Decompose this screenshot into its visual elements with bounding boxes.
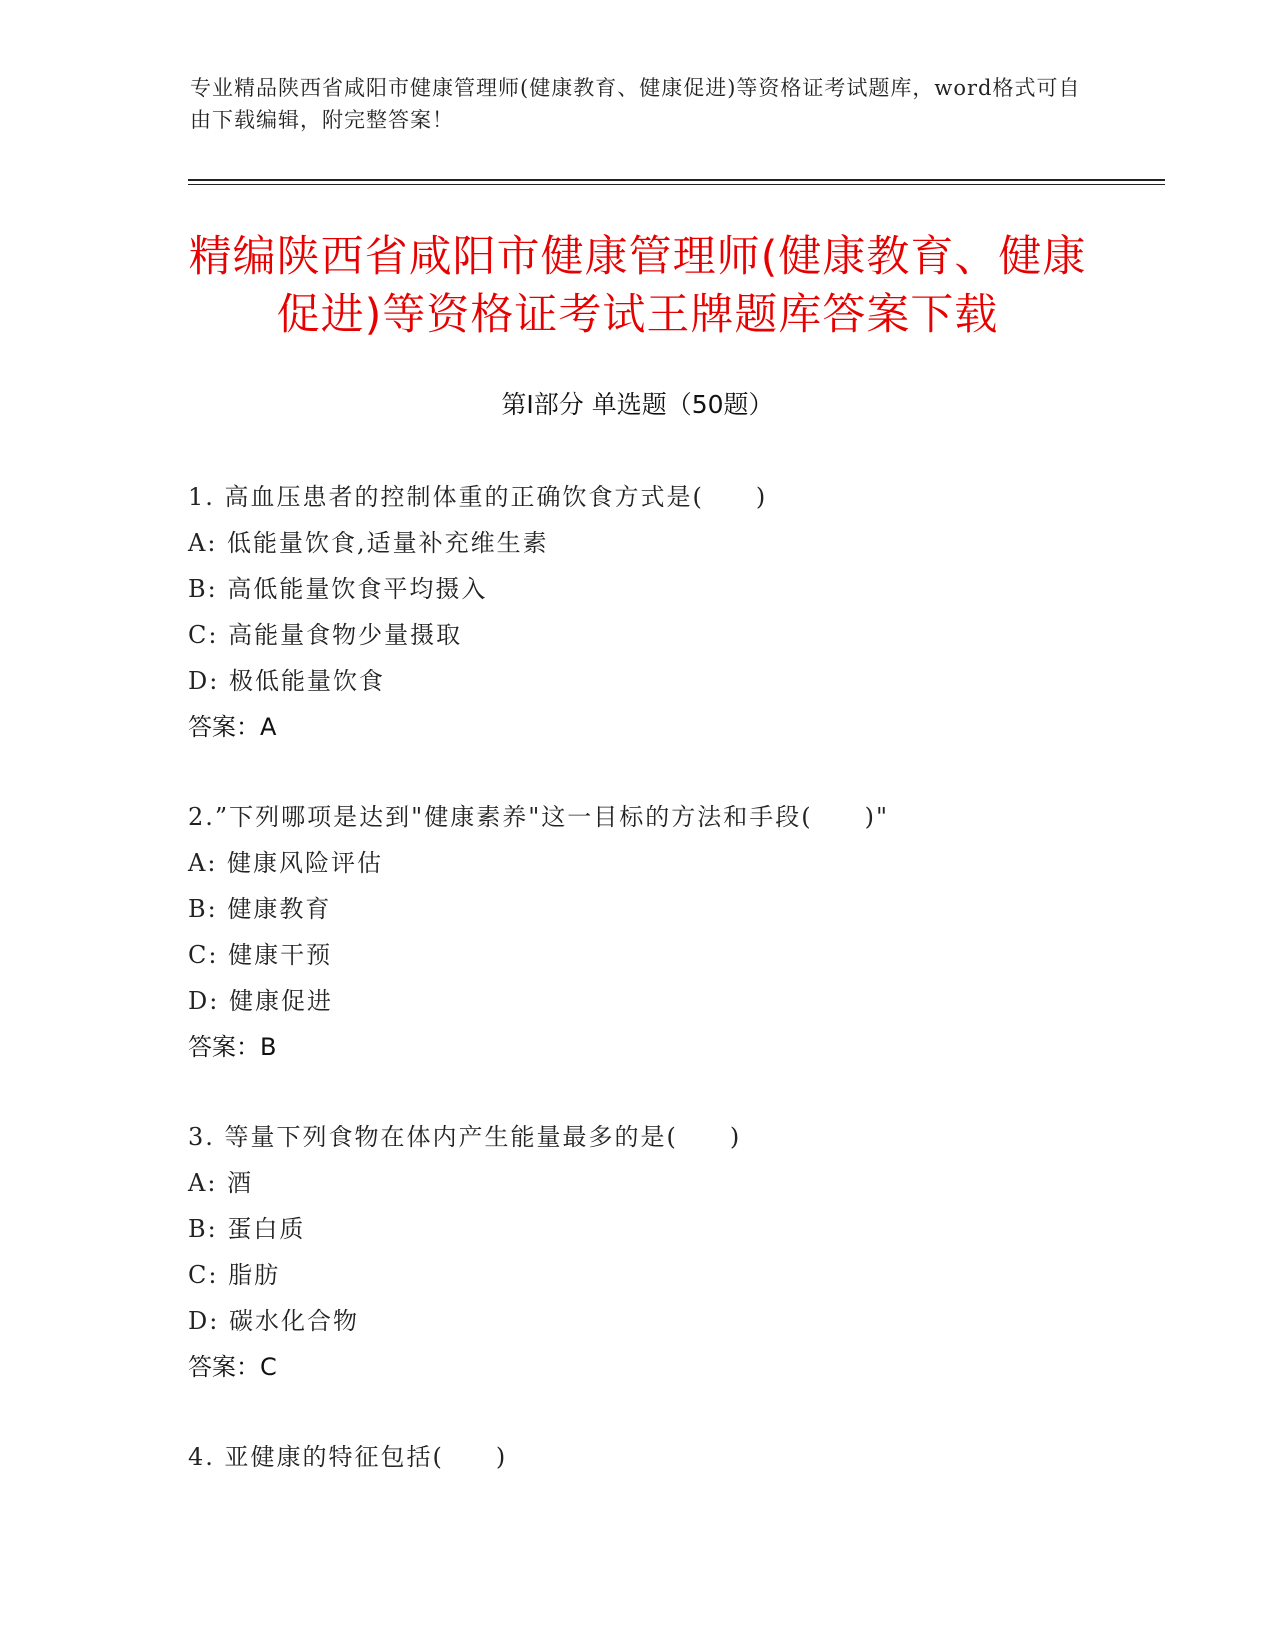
option-d: D: 健康促进 xyxy=(188,987,333,1015)
option-b: B: 健康教育 xyxy=(188,895,332,923)
answer: 答案：A xyxy=(188,713,277,741)
answer: 答案：C xyxy=(188,1353,277,1381)
option-c: C: 高能量食物少量摄取 xyxy=(188,621,463,649)
option-b: B: 高低能量饮食平均摄入 xyxy=(188,575,488,603)
question-stem: 1. 高血压患者的控制体重的正确饮食方式是( ) xyxy=(188,483,768,511)
option-b: B: 蛋白质 xyxy=(188,1215,306,1243)
question-3 xyxy=(188,1114,1148,1390)
header-divider-thin xyxy=(188,184,1165,185)
question-stem: 4. 亚健康的特征包括( ) xyxy=(188,1443,508,1471)
answer: 答案：B xyxy=(188,1033,277,1061)
option-a: A: 低能量饮食,适量补充维生素 xyxy=(188,529,549,557)
question-stem: 3. 等量下列食物在体内产生能量最多的是( ) xyxy=(188,1123,742,1151)
option-a: A: 酒 xyxy=(188,1169,254,1197)
question-4 xyxy=(188,1434,1148,1480)
option-d: D: 碳水化合物 xyxy=(188,1307,359,1335)
question-list xyxy=(188,474,1148,1524)
option-c: C: 脂肪 xyxy=(188,1261,281,1289)
question-stem: 2.”下列哪项是达到"健康素养"这一目标的方法和手段( )" xyxy=(188,803,890,831)
section-heading: 第Ⅰ部分 单选题（50题） xyxy=(501,390,774,419)
document-title: 精编陕西省咸阳市健康管理师(健康教育、健康促进)等资格证考试王牌题库答案下载 xyxy=(188,232,1087,340)
option-d: D: 极低能量饮食 xyxy=(188,667,385,695)
question-1 xyxy=(188,474,1148,750)
option-a: A: 健康风险评估 xyxy=(188,849,384,877)
question-2 xyxy=(188,794,1148,1070)
header-note: 专业精品陕西省咸阳市健康管理师(健康教育、健康促进)等资格证考试题库，word格式可自由下载编辑，附完整答案！ xyxy=(190,76,1081,132)
header-divider-thick xyxy=(188,179,1165,181)
option-c: C: 健康干预 xyxy=(188,941,333,969)
